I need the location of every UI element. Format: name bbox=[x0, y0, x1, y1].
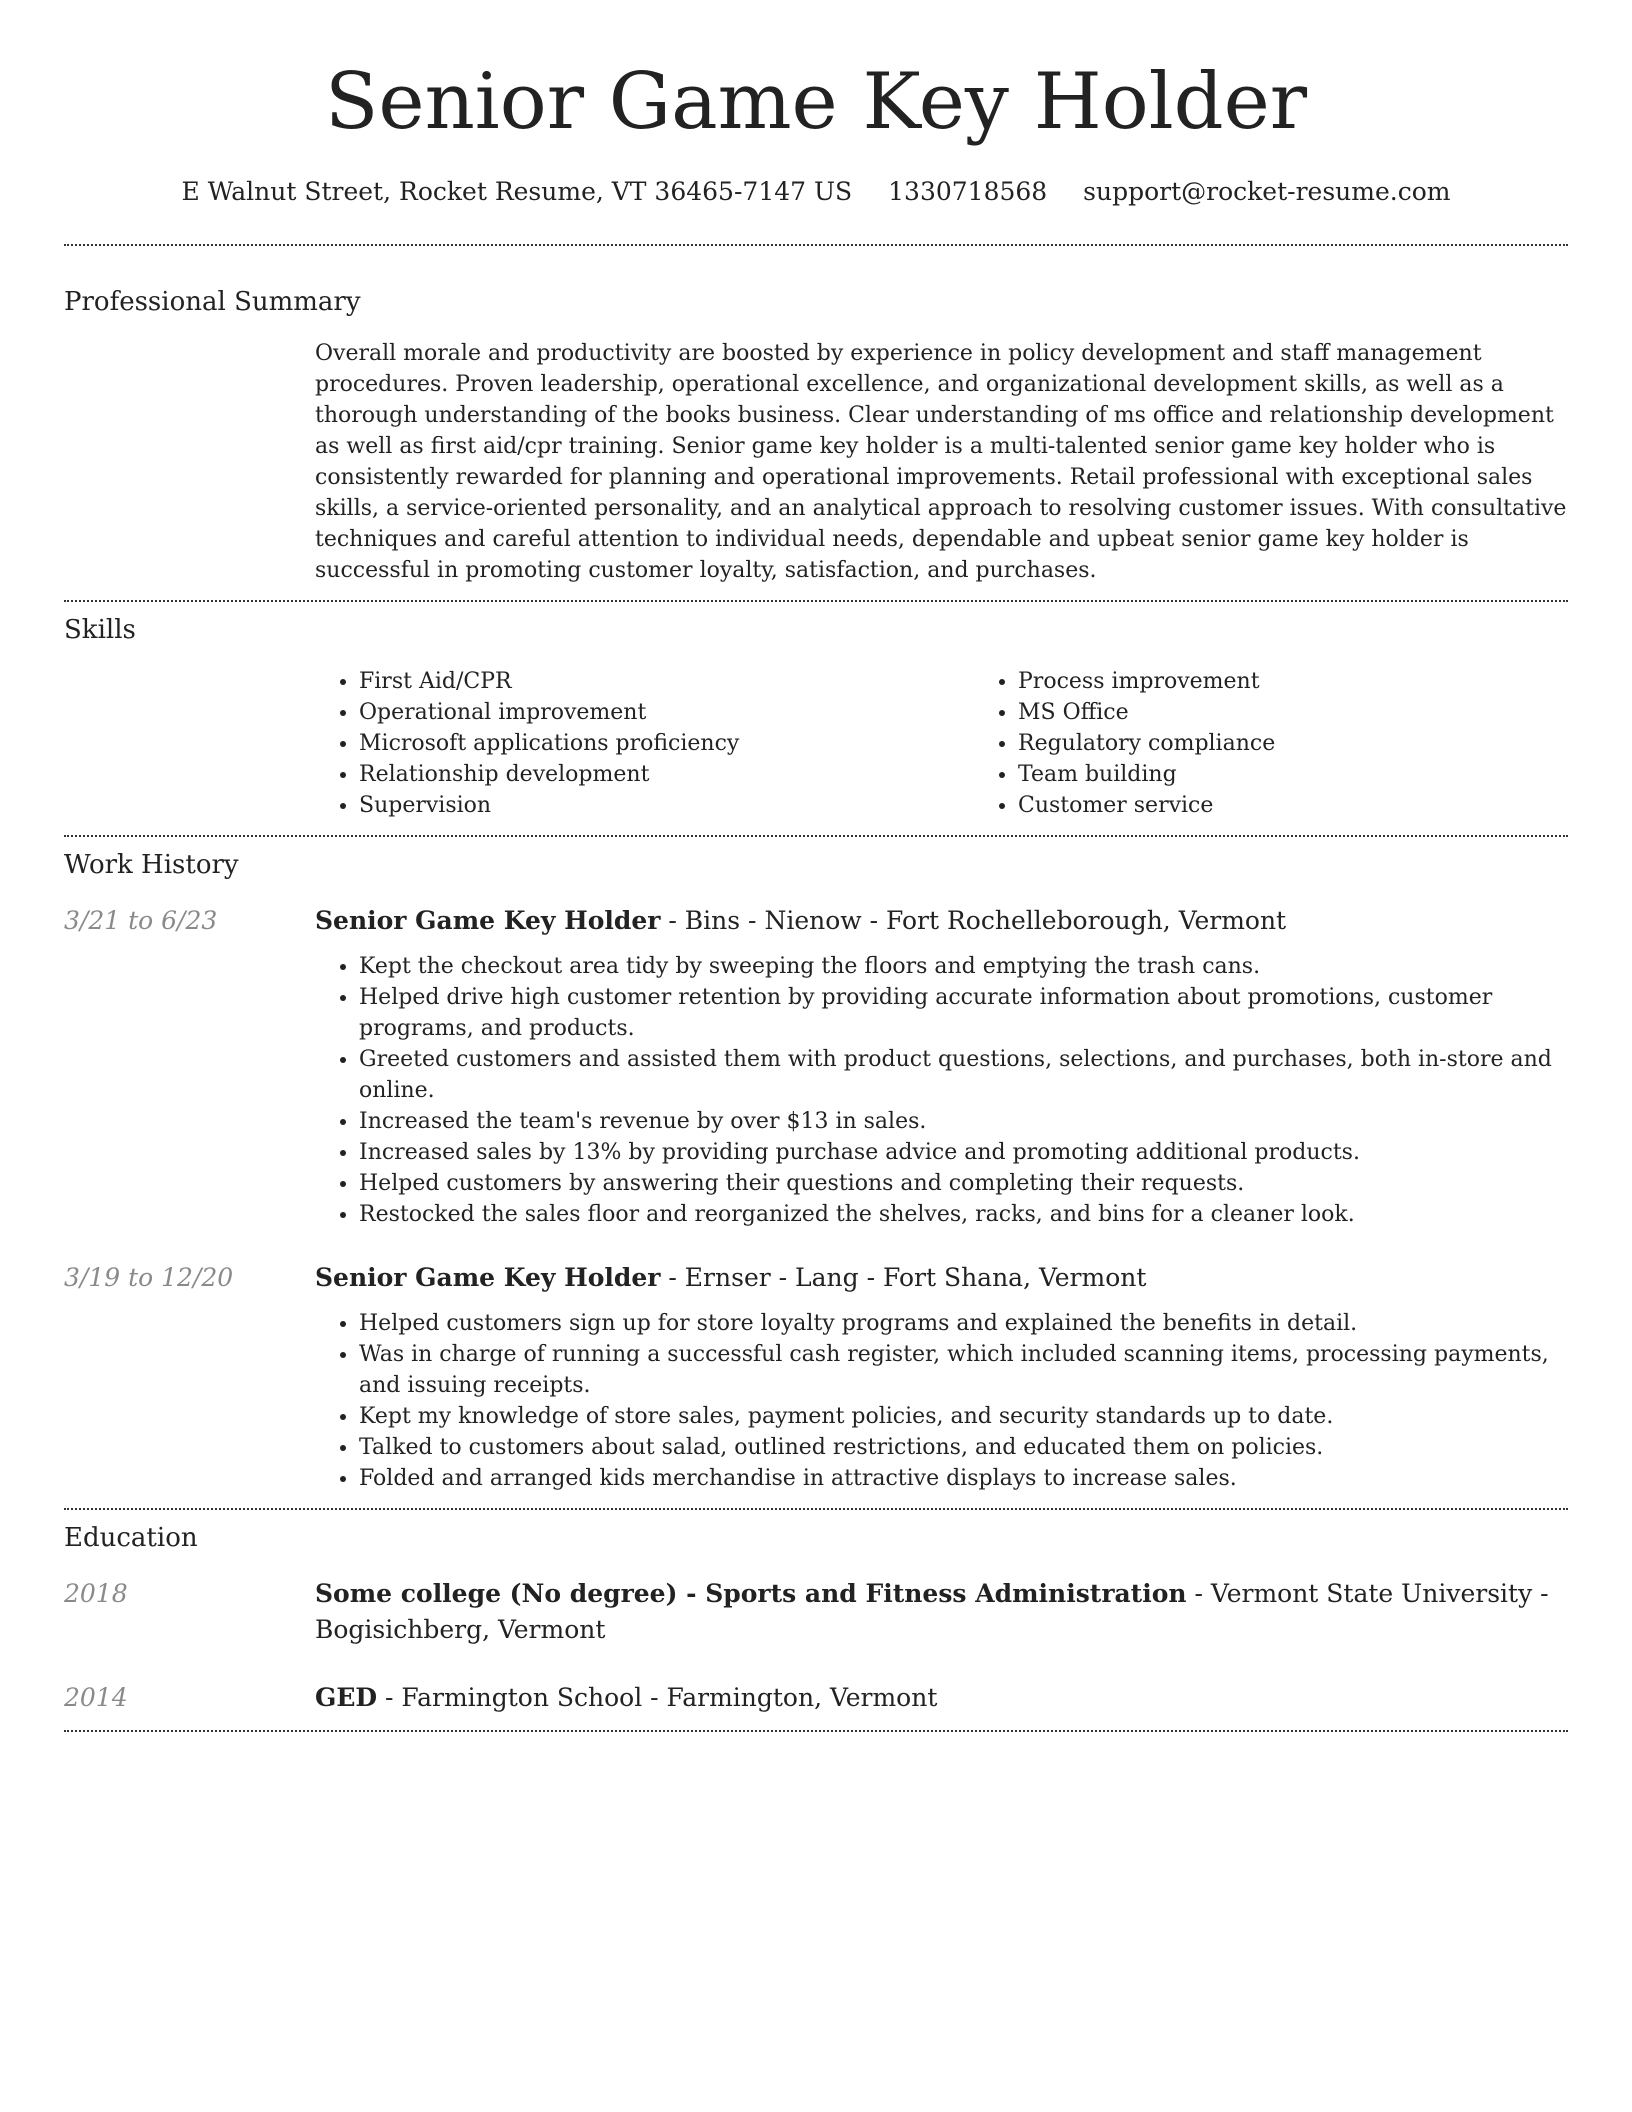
list-item: • Increased the team's revenue by over $13 in sales. bbox=[359, 1106, 1568, 1137]
skill-item: • Supervision bbox=[359, 790, 974, 821]
job-details: - Ernser - Lang - Fort Shana, Vermont bbox=[660, 1263, 1147, 1292]
skill-item: • MS Office bbox=[1018, 697, 1632, 728]
job-bullets bbox=[315, 1308, 1568, 1494]
education-details: - Farmington School - Farmington, Vermont bbox=[377, 1683, 938, 1712]
contact-phone: 1330718568 bbox=[888, 177, 1048, 206]
job-role: Senior Game Key Holder bbox=[315, 1263, 661, 1292]
list-item: • Helped customers by answering their questions and completing their requests. bbox=[359, 1168, 1568, 1199]
job-details: - Bins - Nienow - Fort Rochelleborough, Vermont bbox=[660, 906, 1287, 935]
list-item: • Kept the checkout area tidy by sweeping the floors and emptying the trash cans. bbox=[359, 951, 1568, 982]
job-title bbox=[315, 903, 1568, 939]
section-title: Work History bbox=[64, 850, 239, 880]
contact-email: support@rocket-resume.com bbox=[1083, 177, 1451, 206]
education-title bbox=[315, 1576, 1568, 1648]
list-item: • Was in charge of running a successful cash register, which included scanning items, processing payments, and issuing receipts. bbox=[359, 1339, 1568, 1401]
skill-item: • Customer service bbox=[1018, 790, 1632, 821]
summary-text: Overall morale and productivity are boosted by experience in policy development and staff management procedures. Proven leadership, operational excellence, and organizational development skills, as well as a thorough understanding of the books business. Clear understanding of ms office and relationship development as well as first aid/cpr training. Senior game key holder is a multi-talented senior game key holder who is consistently rewarded for planning and operational improvements. Retail professional with exceptional sales skills, a service-oriented personality, and an analytical approach to resolving customer issues. With consultative techniques and careful attention to individual needs, dependable and upbeat senior game key holder is successful in promoting customer loyalty, satisfaction, and purchases. bbox=[315, 341, 1567, 583]
education-degree: GED bbox=[315, 1683, 378, 1712]
section-title: Education bbox=[64, 1523, 198, 1553]
education-entry bbox=[64, 1576, 1568, 1648]
skills-column-right bbox=[974, 666, 1632, 821]
list-item: • Kept my knowledge of store sales, payment policies, and security standards up to date. bbox=[359, 1401, 1568, 1432]
education-details: - Vermont State University - Bogisichberg, Vermont bbox=[315, 1579, 1549, 1644]
education-degree: Some college (No degree) - Sports and Fitness Administration bbox=[315, 1579, 1187, 1608]
contact-line bbox=[64, 174, 1568, 210]
skill-item: • Relationship development bbox=[359, 759, 974, 790]
list-item: • Restocked the sales floor and reorganized the shelves, racks, and bins for a cleaner look. bbox=[359, 1199, 1568, 1230]
skill-item: • Microsoft applications proficiency bbox=[359, 728, 974, 759]
job-dates: 3/21 to 6/23 bbox=[64, 906, 218, 935]
education-year: 2014 bbox=[64, 1683, 128, 1712]
skill-item: • First Aid/CPR bbox=[359, 666, 974, 697]
job-entry bbox=[64, 903, 1568, 1230]
contact-address: E Walnut Street, Rocket Resume, VT 36465-7147 US bbox=[181, 177, 853, 206]
section-title: Professional Summary bbox=[64, 287, 361, 317]
skills-section bbox=[64, 602, 1568, 835]
list-item: • Helped customers sign up for store loyalty programs and explained the benefits in detail. bbox=[359, 1308, 1568, 1339]
list-item: • Greeted customers and assisted them with product questions, selections, and purchases, both in-store and online. bbox=[359, 1044, 1568, 1106]
skills-list bbox=[315, 666, 1632, 821]
skill-item: • Process improvement bbox=[1018, 666, 1632, 697]
job-role: Senior Game Key Holder bbox=[315, 906, 661, 935]
section-title: Skills bbox=[64, 615, 136, 645]
list-item: • Helped drive high customer retention by providing accurate information about promotions, customer programs, and products. bbox=[359, 982, 1568, 1044]
job-dates: 3/19 to 12/20 bbox=[64, 1263, 234, 1292]
divider bbox=[64, 1730, 1568, 1732]
list-item: • Folded and arranged kids merchandise in attractive displays to increase sales. bbox=[359, 1463, 1568, 1494]
skill-item: • Team building bbox=[1018, 759, 1632, 790]
work-history-section bbox=[64, 837, 1568, 1508]
education-year: 2018 bbox=[64, 1579, 128, 1608]
list-item: • Talked to customers about salad, outlined restrictions, and educated them on policies. bbox=[359, 1432, 1568, 1463]
skills-column-left bbox=[315, 666, 974, 821]
job-bullets bbox=[315, 951, 1568, 1230]
skill-item: • Operational improvement bbox=[359, 697, 974, 728]
resume-name: Senior Game Key Holder bbox=[324, 57, 1308, 147]
summary-section bbox=[64, 246, 1568, 600]
list-item: • Increased sales by 13% by providing purchase advice and promoting additional products. bbox=[359, 1137, 1568, 1168]
job-entry bbox=[64, 1260, 1568, 1494]
education-section bbox=[64, 1510, 1568, 1730]
education-title bbox=[315, 1680, 1568, 1716]
job-title bbox=[315, 1260, 1568, 1296]
education-entry bbox=[64, 1680, 1568, 1716]
skill-item: • Regulatory compliance bbox=[1018, 728, 1632, 759]
